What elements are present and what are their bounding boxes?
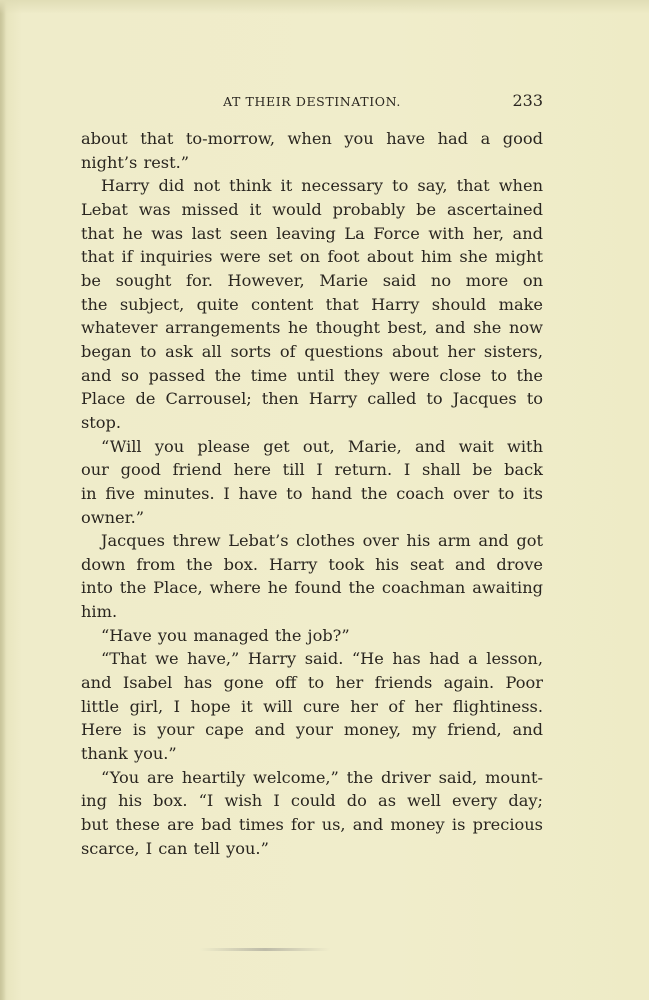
text-line: Here is your cape and your money, my friend, and <box>81 720 543 740</box>
text-line: thank you.” <box>81 744 177 764</box>
text-line: our good friend here till I return. I shall be back <box>81 460 543 480</box>
text-line: down from the box. Harry took his seat and drove <box>81 554 543 574</box>
text-line: be sought for. However, Marie said no more on <box>81 270 543 290</box>
text-line: Harry did not think it necessary to say, that when <box>101 176 543 196</box>
text-line: “Have you managed the job?” <box>101 625 350 645</box>
text-line: little girl, I hope it will cure her of her flightiness. <box>81 696 543 716</box>
text-line: whatever arrangements he thought best, and she now <box>81 318 543 338</box>
page-number: 233 <box>512 91 543 110</box>
page-header <box>81 91 543 111</box>
text-line: began to ask all sorts of questions about her sisters, <box>81 341 543 361</box>
text-line: that he was last seen leaving La Force with her, and <box>81 223 543 243</box>
body-text <box>81 127 543 860</box>
text-line: ing his box. “I wish I could do as well every day; <box>81 791 543 811</box>
text-line: night’s rest.” <box>81 152 190 172</box>
running-head: AT THEIR DESTINATION. <box>223 94 401 109</box>
text-line: him. <box>81 602 118 622</box>
scan-mark <box>200 948 330 951</box>
text-line: Jacques threw Lebat’s clothes over his arm and got <box>101 531 543 551</box>
text-line: Lebat was missed it would probably be ascertained <box>81 199 543 219</box>
text-line: the subject, quite content that Harry should make <box>81 294 543 314</box>
text-line: but these are bad times for us, and money is precious <box>81 815 543 835</box>
text-line: and so passed the time until they were close to the <box>81 365 543 385</box>
text-line: that if inquiries were set on foot about him she might <box>81 247 543 267</box>
text-line: “Will you please get out, Marie, and wait with <box>101 436 543 456</box>
text-line: “That we have,” Harry said. “He has had a lesson, <box>101 649 543 669</box>
page-top-shadow <box>0 0 649 14</box>
text-line: Place de Carrousel; then Harry called to Jacques to <box>81 389 543 409</box>
text-line: stop. <box>81 412 122 432</box>
text-line: owner.” <box>81 507 144 527</box>
text-line: and Isabel has gone off to her friends again. Poor <box>81 673 543 693</box>
text-line: in five minutes. I have to hand the coach over to its <box>81 483 543 503</box>
page-edge-shadow <box>0 0 6 1000</box>
text-line: scarce, I can tell you.” <box>81 838 269 858</box>
text-line: “You are heartily welcome,” the driver said, mount- <box>101 767 543 787</box>
text-line: about that to-morrow, when you have had a good <box>81 129 543 148</box>
text-line: into the Place, where he found the coachman awaiting <box>81 578 543 598</box>
